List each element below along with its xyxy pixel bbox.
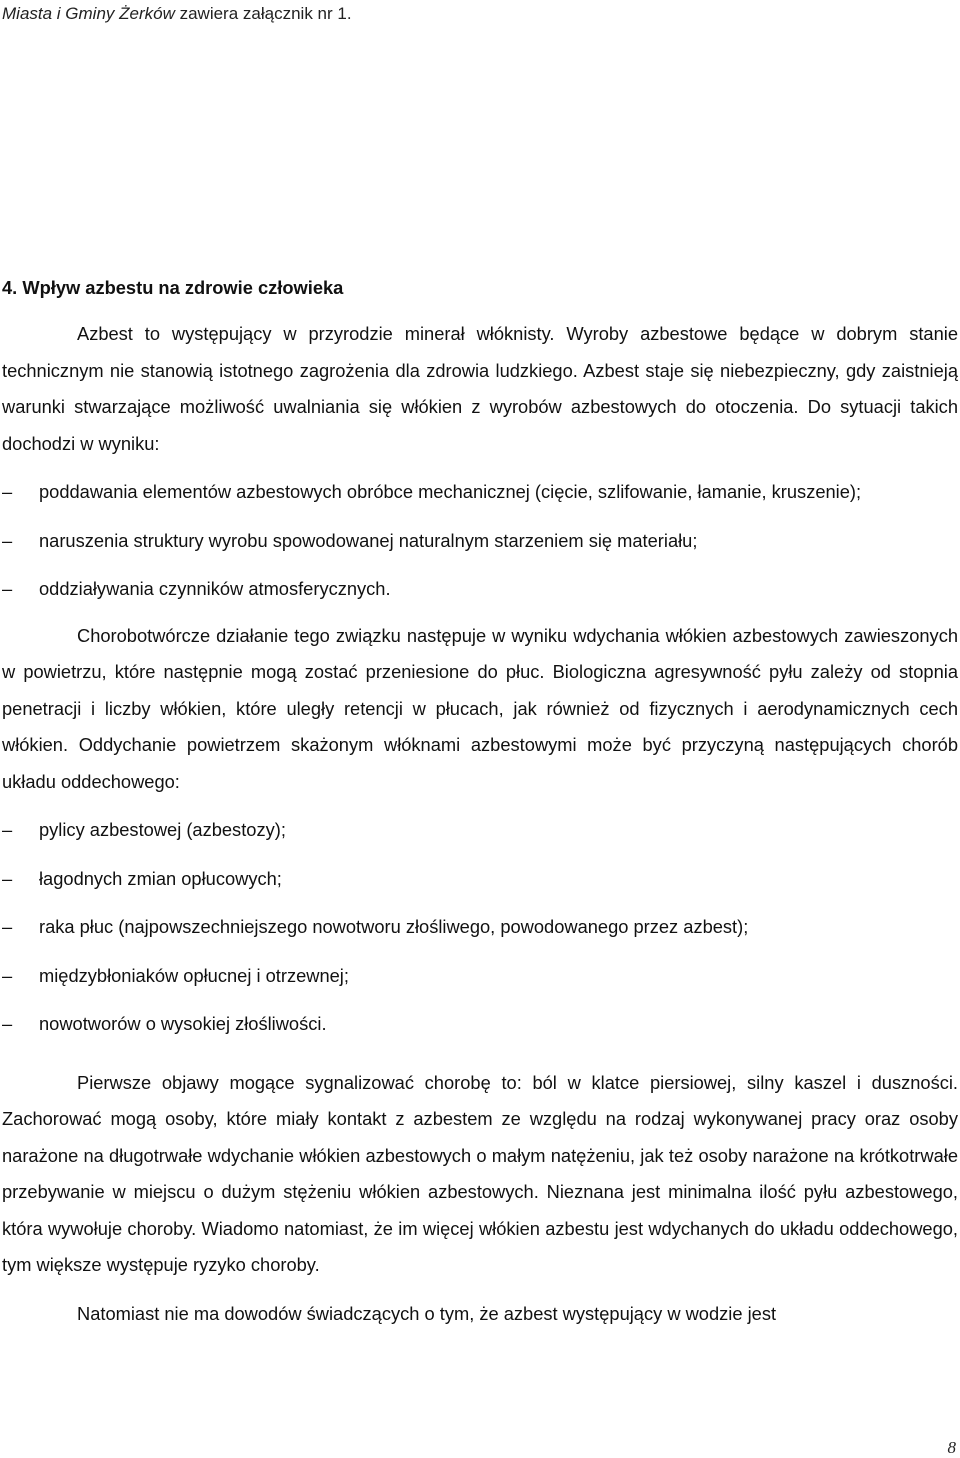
page-number: 8: [947, 1438, 956, 1457]
paragraph-water: Natomiast nie ma dowodów świadczących o tym, że azbest występujący w wodzie jest: [77, 1302, 777, 1324]
dash-bullet: –: [2, 964, 13, 986]
dash-bullet: –: [2, 867, 13, 889]
list-item-text: poddawania elementów azbestowych obróbce mechanicznej (cięcie, szlifowanie, łamanie, kruszenie);: [39, 481, 862, 502]
section-title: 4. Wpływ azbestu na zdrowie człowieka: [2, 277, 344, 298]
list-item: [2, 958, 958, 995]
header-municipality: Miasta i Gminy Żerków: [2, 4, 175, 23]
dash-bullet: –: [2, 529, 13, 551]
dash-bullet: –: [2, 819, 13, 840]
header-text: zawiera załącznik nr 1.: [174, 4, 352, 23]
diseases-list: [2, 812, 958, 1043]
paragraph-intro: Azbest to występujący w przyrodzie minerał włóknisty. Wyroby azbestowe będące w dobrym stanie technicznym nie stanowią istotnego zagrożenia dla zdrowia ludzkiego. Azbest staje się niebezpieczny, gdy zaistnieją warunki stwarzające możliwość uwalniania się włókien z wyrobów azbestowych do otoczenia. Do sytuacji takich dochodzi w wyniku:: [2, 323, 958, 454]
list-item: [2, 474, 958, 511]
list-item-text: pylicy azbestowej (azbestozy);: [39, 819, 286, 840]
paragraph-symptoms: Pierwsze objawy mogące sygnalizować chorobę to: ból w klatce piersiowej, silny kaszel i duszności. Zachorować mogą osoby, które miały kontakt z azbestem ze względu na rodzaj wykonywanej pracy oraz osoby narażone na długotrwałe wdychanie włókien azbestowych o małym natężeniu, jak też osoby narażone na krótkotrwałe przebywanie w miejscu o dużym stężeniu włókien azbestowych. Nieznana jest minimalna ilość pyłu azbestowego, która wywołuje choroby. Wiadomo natomiast, że im więcej włókien azbestu jest wdychanych do układu oddechowego, tym większe występuje ryzyko choroby.: [2, 1071, 958, 1275]
list-item: [2, 1006, 958, 1043]
paragraph-health-effects: Chorobotwórcze działanie tego związku następuje w wyniku wdychania włókien azbestowych zawieszonych w powietrzu, które następnie mogą zostać przeniesione do płuc. Biologiczna agresywność pyłu zależy od stopnia penetracji i liczby włókien, które uległy retencji w płucach, jak również od fizycznych i aerodynamicznych cech włókien. Oddychanie powietrzem skażonym włóknami azbestowymi może być przyczyną następujących chorób układu oddechowego:: [2, 624, 958, 792]
list-item: [2, 523, 958, 560]
list-item-text: oddziaływania czynników atmosferycznych.: [39, 578, 391, 599]
list-item: [2, 571, 958, 608]
dash-bullet: –: [2, 481, 13, 502]
list-item-text: raka płuc (najpowszechniejszego nowotworu złośliwego, powodowanego przez azbest);: [39, 916, 749, 937]
list-item-text: międzybłoniaków opłucnej i otrzewnej;: [39, 964, 349, 986]
list-item: [2, 909, 958, 946]
list-item: [2, 861, 958, 898]
list-item-text: łagodnych zmian opłucowych;: [39, 867, 282, 889]
dash-bullet: –: [2, 578, 13, 599]
dash-bullet: –: [2, 1013, 13, 1034]
dash-bullet: –: [2, 916, 13, 937]
exposure-causes-list: [2, 474, 958, 608]
list-item-text: nowotworów o wysokiej złośliwości.: [39, 1013, 327, 1034]
list-item-text: naruszenia struktury wyrobu spowodowanej naturalnym starzeniem się materiału;: [39, 529, 698, 551]
document-body: [2, 276, 958, 1332]
running-header: [2, 4, 352, 24]
list-item: [2, 812, 958, 849]
